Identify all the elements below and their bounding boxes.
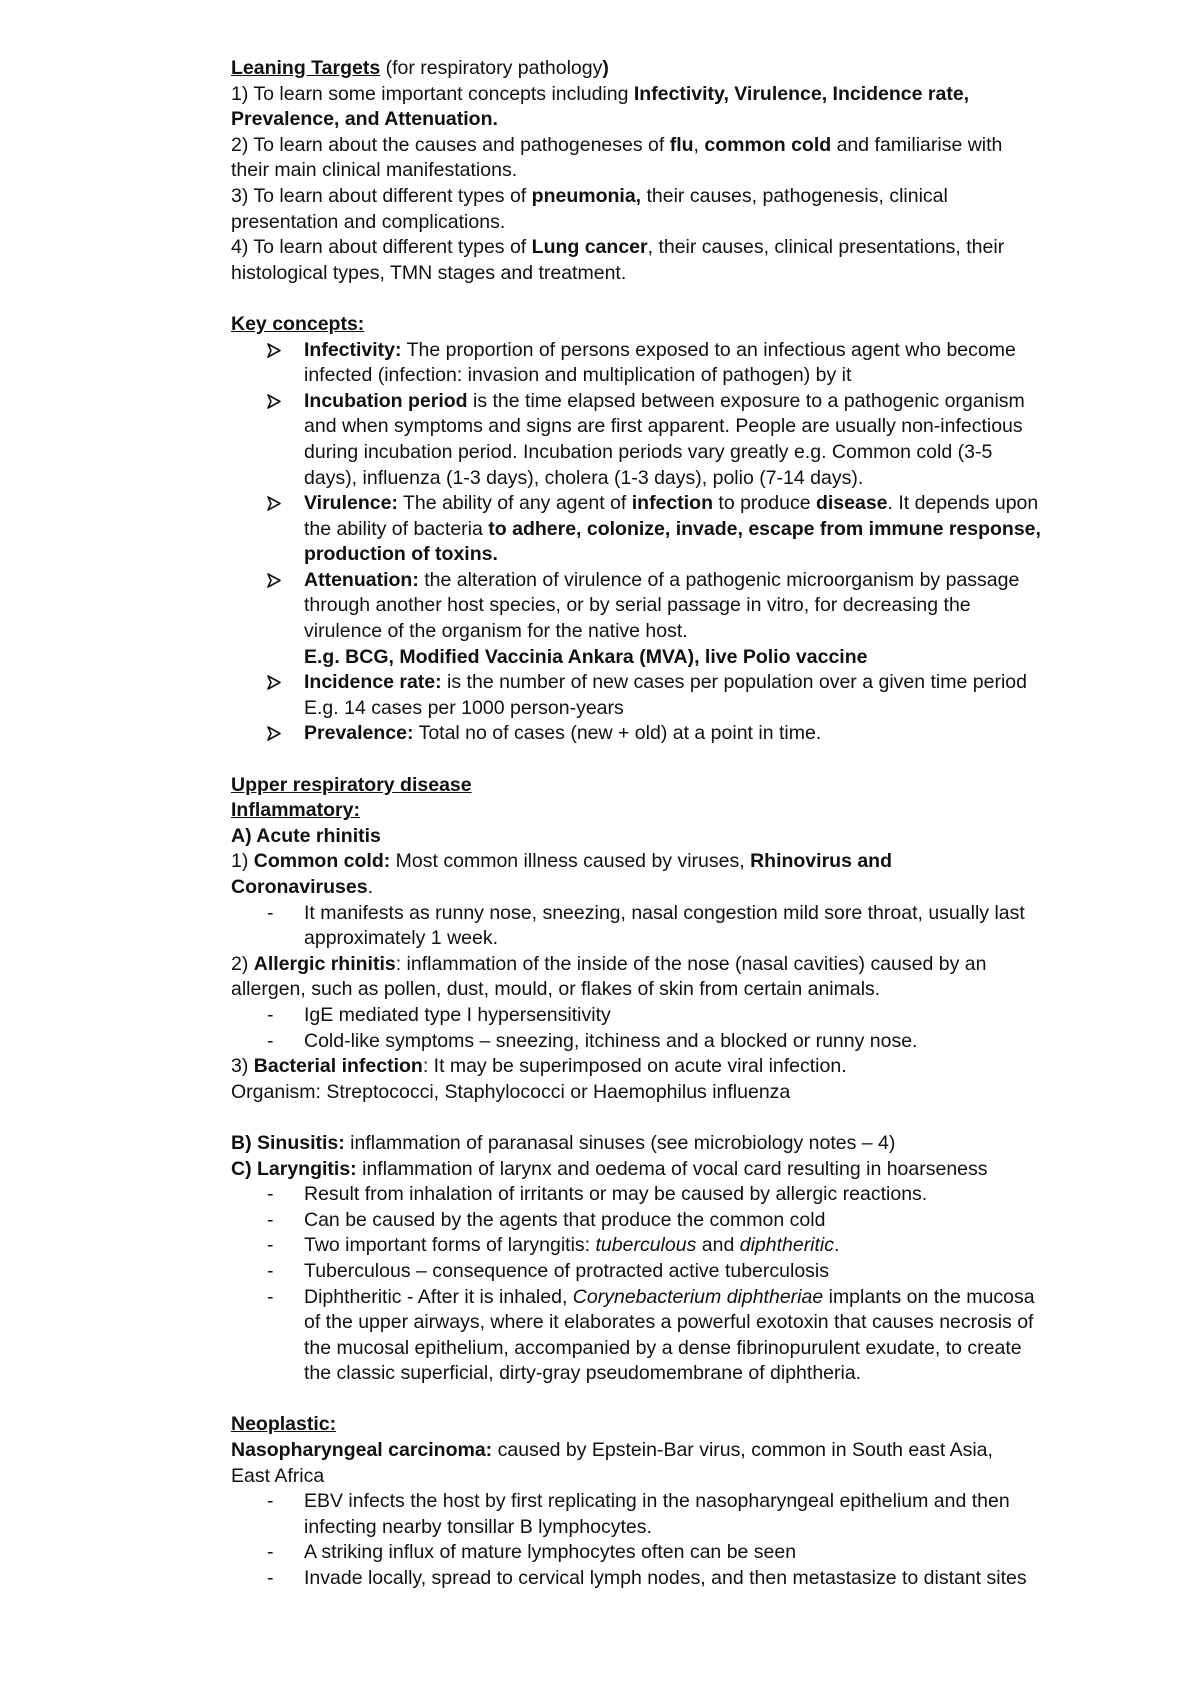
arrowhead-bullet-icon xyxy=(267,338,297,358)
text-line: Incidence rate: is the number of new cases per population over a given time period xyxy=(304,671,1027,694)
arrowhead-bullet-icon xyxy=(267,721,297,741)
document-page xyxy=(231,56,1161,1592)
dash-bullet: - xyxy=(267,1541,274,1564)
text-line: Cold-like symptoms – sneezing, itchiness and a blocked or runny nose. xyxy=(304,1029,918,1052)
text-line: Two important forms of laryngitis: tuberculous and diphtheritic. xyxy=(304,1234,840,1257)
text-line xyxy=(231,1412,1161,1438)
key-concept-virulence xyxy=(231,491,1161,568)
list-item xyxy=(231,1540,1161,1566)
text-line: days), influenza (1-3 days), cholera (1-3 days), polio (7-14 days). xyxy=(304,466,864,489)
key-concept-prevalence xyxy=(231,721,1161,747)
nasopharyngeal-carcinoma-entry: Nasopharyngeal carcinoma: caused by Epstein-Bar virus, common in South east Asia, xyxy=(231,1439,993,1462)
learning-targets-heading-line: Leaning Targets (for respiratory pathology) xyxy=(231,57,609,79)
text-line: Invade locally, spread to cervical lymph nodes, and then metastasize to distant sites xyxy=(304,1567,1027,1590)
allergic-rhinitis-entry: 2) Allergic rhinitis: inflammation of the inside of the nose (nasal cavities) caused by an xyxy=(231,952,987,975)
dash-bullet: - xyxy=(267,1567,274,1590)
dash-bullet: - xyxy=(267,1285,274,1308)
learning-target-4: 4) To learn about different types of Lung cancer, their causes, clinical presentations, their xyxy=(231,236,1005,259)
dash-bullet: - xyxy=(267,1259,274,1282)
dash-bullet: - xyxy=(267,1208,274,1231)
list-item xyxy=(231,1233,1161,1259)
text-line: East Africa xyxy=(231,1464,325,1487)
text-line: Coronaviruses. xyxy=(231,876,373,898)
key-concept-attenuation xyxy=(231,568,1161,670)
text-line: E.g. 14 cases per 1000 person-years xyxy=(304,696,624,719)
text-line: Incubation period is the time elapsed between exposure to a pathogenic organism xyxy=(304,389,1025,412)
list-item xyxy=(231,1489,1161,1540)
list-item xyxy=(231,1259,1161,1285)
inflammatory-subheading: Inflammatory: xyxy=(231,799,360,822)
list-item xyxy=(231,1566,1161,1592)
text-line: during incubation period. Incubation periods vary greatly e.g. Common cold (3-5 xyxy=(304,440,993,463)
text-line: histological types, TMN stages and treatment. xyxy=(231,261,627,284)
text-line: presentation and complications. xyxy=(231,210,506,233)
laryngitis-entry: C) Laryngitis: inflammation of larynx and oedema of vocal card resulting in hoarseness xyxy=(231,1157,988,1180)
text-line: the classic superficial, dirty-gray pseudomembrane of diphtheria. xyxy=(304,1362,862,1385)
text-line: the ability of bacteria to adhere, colonize, invade, escape from immune response, xyxy=(304,517,1041,540)
text-line: their main clinical manifestations. xyxy=(231,159,518,182)
list-item xyxy=(231,1182,1161,1208)
dash-bullet: - xyxy=(267,901,274,924)
text-line: It manifests as runny nose, sneezing, nasal congestion mild sore throat, usually last xyxy=(304,901,1025,924)
text-line: production of toxins. xyxy=(304,543,498,566)
text-line: Result from inhalation of irritants or may be caused by allergic reactions. xyxy=(304,1183,928,1206)
dash-bullet: - xyxy=(267,1234,274,1257)
text-line: A striking influx of mature lymphocytes often can be seen xyxy=(304,1541,797,1564)
text-line xyxy=(231,773,1161,799)
list-item xyxy=(231,1285,1161,1387)
text-line: Diphtheritic - After it is inhaled, Corynebacterium diphtheriae implants on the mucosa xyxy=(304,1285,1035,1308)
text-line: the mucosal epithelium, accompanied by a dense fibrinopurulent exudate, to create xyxy=(304,1336,1022,1359)
learning-target-3: 3) To learn about different types of pneumonia, their causes, pathogenesis, clinical xyxy=(231,184,948,207)
text-line: Can be caused by the agents that produce the common cold xyxy=(304,1208,826,1231)
text-line: Prevalence: Total no of cases (new + old) at a point in time. xyxy=(304,722,822,745)
key-concepts-heading: Key concepts: xyxy=(231,312,365,335)
text-line: infected (infection: invasion and multiplication of pathogen) by it xyxy=(304,364,852,387)
text-line: and when symptoms and signs are first apparent. People are usually non-infectious xyxy=(304,415,1023,438)
arrowhead-bullet-icon xyxy=(267,491,297,511)
key-concept-incubation xyxy=(231,389,1161,491)
text-line: infecting nearby tonsillar B lymphocytes. xyxy=(304,1515,652,1538)
arrowhead-bullet-icon xyxy=(267,389,297,409)
neoplastic-heading: Neoplastic: xyxy=(231,1413,337,1436)
text-line xyxy=(231,824,1161,850)
list-item xyxy=(231,1029,1161,1055)
text-line: virulence of the organism for the native host. xyxy=(304,620,688,643)
learning-target-2: 2) To learn about the causes and pathogeneses of flu, common cold and familiarise with xyxy=(231,133,1003,156)
sinusitis-entry: B) Sinusitis: inflammation of paranasal sinuses (see microbiology notes – 4) xyxy=(231,1131,896,1154)
text-line: of the upper airways, where it elaborates a powerful exotoxin that causes necrosis of xyxy=(304,1311,1034,1334)
text-line: Attenuation: the alteration of virulence of a pathogenic microorganism by passage xyxy=(304,568,1020,591)
text-line: E.g. BCG, Modified Vaccinia Ankara (MVA), live Polio vaccine xyxy=(304,645,868,668)
list-item xyxy=(231,1208,1161,1234)
text-line: Organism: Streptococci, Staphylococci or Haemophilus influenza xyxy=(231,1080,791,1103)
text-line xyxy=(231,312,1161,338)
text-line: Virulence: The ability of any agent of infection to produce disease. It depends upon xyxy=(304,492,1039,515)
dash-bullet: - xyxy=(267,1029,274,1052)
text-line: through another host species, or by serial passage in vitro, for decreasing the xyxy=(304,594,971,617)
bacterial-infection-entry: 3) Bacterial infection: It may be superimposed on acute viral infection. xyxy=(231,1055,847,1078)
text-line xyxy=(231,798,1161,824)
key-concept-incidence-rate xyxy=(231,670,1161,721)
arrowhead-bullet-icon xyxy=(267,568,297,588)
learning-target-1: 1) To learn some important concepts including Infectivity, Virulence, Incidence rate, xyxy=(231,82,970,105)
list-item xyxy=(231,1003,1161,1029)
text-line: allergen, such as pollen, dust, mould, or flakes of skin from certain animals. xyxy=(231,978,881,1001)
common-cold-entry: 1) Common cold: Most common illness caused by viruses, Rhinovirus and xyxy=(231,850,893,873)
text-line: IgE mediated type I hypersensitivity xyxy=(304,1003,611,1026)
list-item xyxy=(231,901,1161,952)
acute-rhinitis-heading: A) Acute rhinitis xyxy=(231,824,381,847)
dash-bullet: - xyxy=(267,1183,274,1206)
text-line: Prevalence, and Attenuation. xyxy=(231,108,498,131)
learning-targets-heading: Leaning Targets xyxy=(231,57,381,79)
text-line: Tuberculous – consequence of protracted active tuberculosis xyxy=(304,1259,829,1282)
text-line: EBV infects the host by first replicating in the nasopharyngeal epithelium and then xyxy=(304,1490,1010,1513)
text-line: approximately 1 week. xyxy=(304,927,499,950)
dash-bullet: - xyxy=(267,1003,274,1026)
dash-bullet: - xyxy=(267,1490,274,1513)
upper-respiratory-heading: Upper respiratory disease xyxy=(231,773,472,796)
arrowhead-bullet-icon xyxy=(267,670,297,690)
key-concept-infectivity xyxy=(231,338,1161,389)
text-line: Infectivity: The proportion of persons exposed to an infectious agent who become xyxy=(304,338,1016,361)
